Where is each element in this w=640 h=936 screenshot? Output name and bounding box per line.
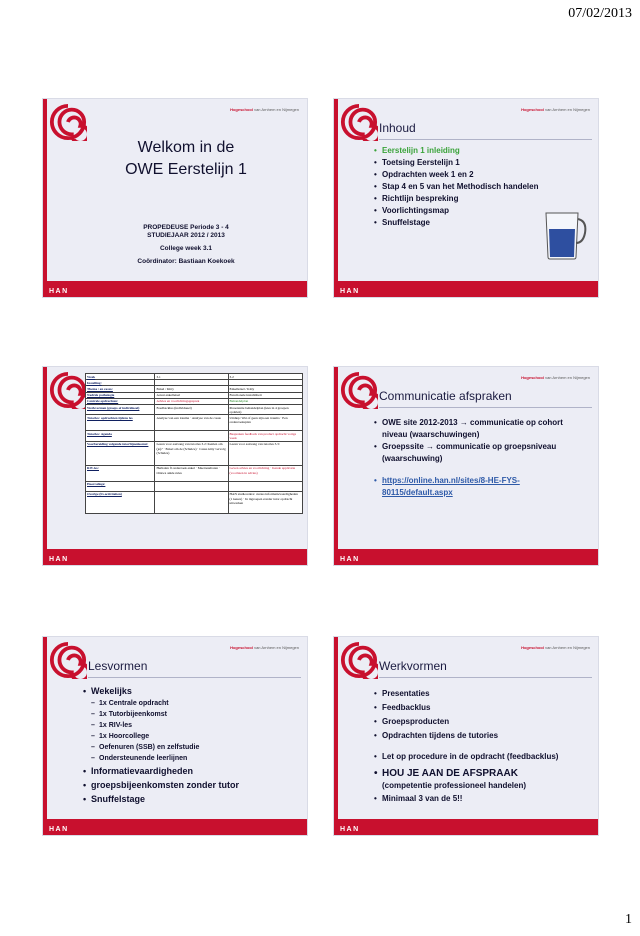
slide-lesvormen[interactable] — [43, 637, 307, 835]
list-item: • Richtlijn bespreking — [374, 193, 518, 205]
list-item: • Voorlichtingsmap — [374, 205, 518, 217]
table-row: Nadruk pathologie Acuut enkelletsel Functionele instabiliteit — [86, 392, 303, 398]
lesvormen-list — [83, 685, 297, 806]
table-row: Voorbereiding volgende tutorbijeenkomst: Lezen voor aanvang van tutorles 3.2: Kenlen om (je)? · Enkel om de (Schulze) · Casus kitty vervolg (Schulze) Lezen voor aanvang van tutorles 3.3: — [86, 441, 303, 465]
han-spiral-logo-icon — [340, 371, 378, 409]
list-subitem: – 1x Hoorcollege — [83, 731, 297, 742]
list-item: • Presentaties — [374, 687, 588, 701]
list-item: • Snuffelstage — [374, 217, 518, 229]
slide-title: Inhoud — [379, 121, 416, 135]
slide-footer-bar: HAN — [334, 281, 598, 297]
slide-left-bar — [334, 367, 338, 565]
measuring-jug-image — [540, 209, 588, 261]
slide-title: Werkvormen — [379, 659, 447, 673]
slide-left-bar — [43, 367, 47, 565]
brand-wordmark: Hogeschool van Arnhem en Nijmegen — [521, 107, 590, 112]
list-item: • Opdrachten tijdens de tutories — [374, 729, 588, 743]
slide-title: Communicatie afspraken — [379, 389, 512, 403]
slide-footer-bar: HAN — [43, 549, 307, 565]
title-divider — [379, 677, 592, 678]
coordinator-line: Coördinator: Bastiaan Koekoek — [137, 258, 235, 265]
list-item: • Informatievaardigheden — [83, 764, 297, 778]
year-line: STUDIEJAAR 2012 / 2013 — [147, 232, 225, 239]
header-date: 07/02/2013 — [568, 6, 632, 21]
houje-subline: (competentie professioneel handelen) — [382, 781, 527, 790]
table-row: Tutorles: Agenda Bespreken feedback van product opdracht vorige week — [86, 431, 303, 441]
slide-left-bar — [43, 99, 47, 297]
list-item: • Let op procedure in de opdracht (feedbacklus) — [374, 751, 588, 763]
slide-left-bar — [334, 99, 338, 297]
slide-werkvormen[interactable] — [334, 637, 598, 835]
slide-footer-bar: HAN — [43, 819, 307, 835]
han-spiral-logo-icon — [49, 641, 87, 679]
page-number: 1 — [625, 912, 632, 927]
title-divider — [379, 139, 592, 140]
college-line: College week 3.1 — [159, 245, 213, 252]
table-row: Week 3.1 3.2 — [86, 374, 303, 380]
slide-weekschema[interactable] — [43, 367, 307, 565]
list-subitem: – Ondersteunende leerlijnen — [83, 753, 297, 764]
list-item: • groepsbijeenkomsten zonder tutor — [83, 778, 297, 792]
list-item: • Opdrachten week 1 en 2 — [374, 169, 518, 181]
list-item: • Groepssite → communicatie op groepsniveau (waarschuwing) — [374, 441, 588, 465]
brand-wordmark: Hogeschool van Arnhem en Nijmegen — [230, 645, 299, 650]
han-spiral-logo-icon — [49, 103, 87, 141]
table-row: Werkvormen (groeps of individueel) Feedbacklus (individueel) Presentatie behandelplan (kies in 4 groepen opdelen) — [86, 405, 303, 415]
slide-footer-bar: HAN — [43, 281, 307, 297]
list-item: • Feedbacklus — [374, 701, 588, 715]
list-item: • Toetsing Eerstelijn 1 — [374, 157, 518, 169]
slide-title: Welkom in de OWE Eerstelijn 1 — [125, 139, 247, 178]
communicatie-list — [374, 417, 588, 499]
title-divider — [379, 407, 592, 408]
brand-wordmark: Hogeschool van Arnhem en Nijmegen — [230, 107, 299, 112]
list-item: • HOU JE AAN DE AFSPRAAK (competentie professioneel handelen) — [374, 767, 588, 791]
slide-title: Lesvormen — [88, 659, 148, 673]
table-row: RIV-les: Herhalen fl onderzoek enkel · Meetresultaten · Ottawa ankle rules Geven advies en voorlichting · Kende applicatie (voorlaten in advies) — [86, 465, 303, 481]
inhoud-list — [374, 145, 539, 229]
slide-footer-bar: HAN — [334, 549, 598, 565]
han-spiral-logo-icon — [340, 641, 378, 679]
list-item: • Eerstelijn 1 inleiding — [374, 145, 518, 157]
title-divider — [88, 677, 301, 678]
list-item: • Snuffelstage — [83, 792, 297, 806]
schedule-table — [85, 373, 303, 514]
slide-communicatie[interactable] — [334, 367, 598, 565]
list-subitem: – 1x Centrale opdracht — [83, 698, 297, 709]
han-site-link[interactable]: • https://online.han.nl/sites/8-HE-FYS-80115/default.aspx — [374, 475, 588, 499]
list-item: • Wekelijks — [83, 685, 297, 698]
period-line: PROPEDEUSE Periode 3 - 4 — [143, 224, 229, 231]
slide-inhoud[interactable] — [334, 99, 598, 297]
brand-wordmark: Hogeschool van Arnhem en Nijmegen — [521, 375, 590, 380]
table-row: Hoorcollege: — [86, 481, 303, 491]
han-spiral-logo-icon — [49, 371, 87, 409]
werkvormen-list — [374, 687, 588, 805]
list-item: • Groepsproducten — [374, 715, 588, 729]
slide-left-bar — [334, 637, 338, 835]
han-spiral-logo-icon — [340, 103, 378, 141]
list-item: • OWE site 2012-2013 → communicatie op cohort niveau (waarschuwingen) — [374, 417, 588, 441]
table-row: Tutorles: opdrachten tijdens les Analyse van een trauma · Analyse van de casus Uitdiep: Wat of geen zijn een trauma · Een onderzoeksplan — [86, 415, 303, 431]
brand-wordmark: Hogeschool van Arnhem en Nijmegen — [521, 645, 590, 650]
table-row: Thema / en casus: Enkel / Kitty Enkelletsel / Kitty — [86, 386, 303, 392]
list-subitem: – 1x Tutorbijeenkomst — [83, 709, 297, 720]
list-subitem: – Oefenuren (SSB) en zelfstudie — [83, 742, 297, 753]
slide-welkom[interactable] — [43, 99, 307, 297]
slide-left-bar — [43, 637, 47, 835]
table-row: Overige (bv.activiteiten) HAN studiecentra: cursus informatievaardigheden (1 keuze) · In ingroepen zonder tutor opdracht uitwerken — [86, 491, 303, 513]
list-item: • Stap 4 en 5 van het Methodisch handelen — [374, 181, 518, 193]
table-row: Centrale opdrachten: Advies en voorlichtingsgesprek Behandelplan — [86, 398, 303, 404]
list-item: • Minimaal 3 van de 5!! — [374, 793, 588, 805]
table-row: Instelling: — [86, 380, 303, 386]
slide-footer-bar: HAN — [334, 819, 598, 835]
list-subitem: – 1x RIV-les — [83, 720, 297, 731]
